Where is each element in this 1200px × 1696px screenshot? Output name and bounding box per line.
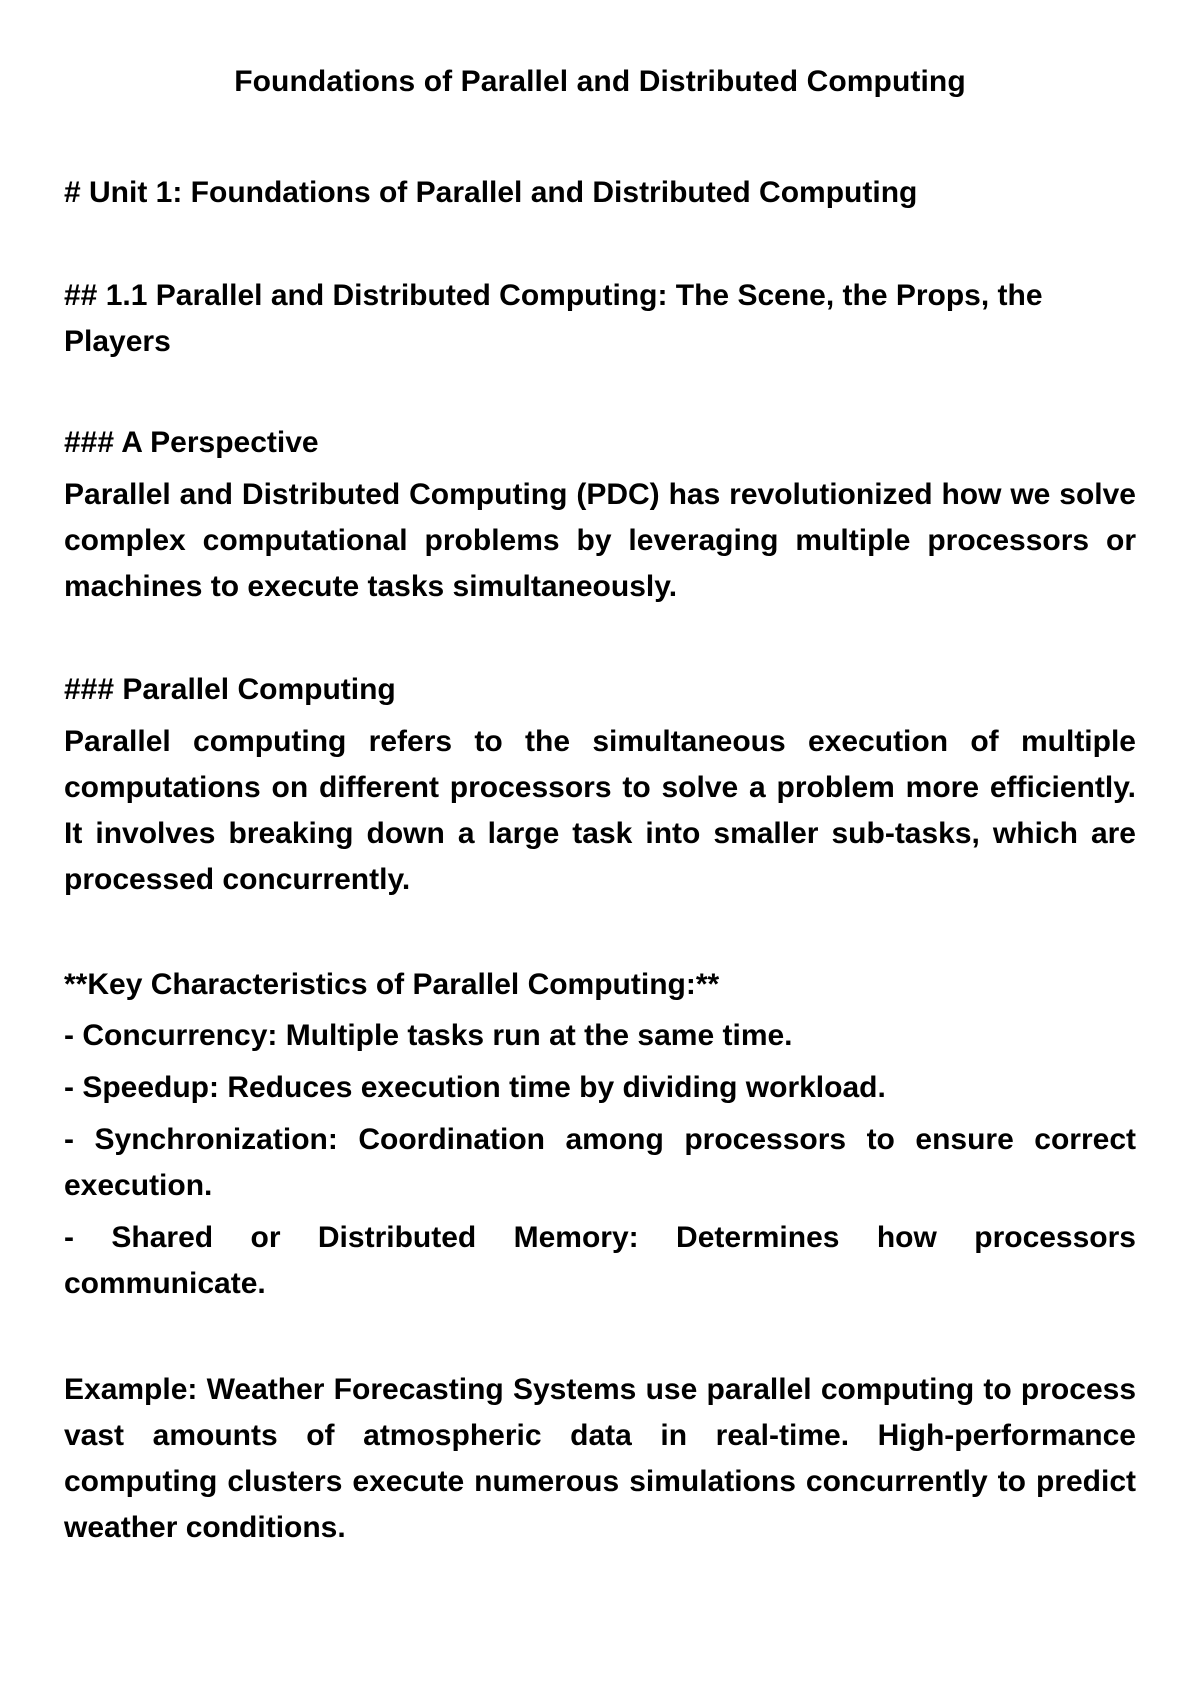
document-page	[64, 0, 1136, 1696]
parallel-computing-heading: ### Parallel Computing	[64, 673, 396, 706]
list-item: - Concurrency: Multiple tasks run at the same time.	[64, 1019, 793, 1052]
example-paragraph: Example: Weather Forecasting Systems use parallel computing to process vast amounts of atmospheric data in real-time. High-performance computing clusters execute numerous simulations concurrently to predict weather conditions.	[64, 1373, 1136, 1544]
section-heading: ## 1.1 Parallel and Distributed Computing: The Scene, the Props, the Players	[64, 279, 1043, 358]
list-item: - Shared or Distributed Memory: Determines how processors communicate.	[64, 1221, 1136, 1300]
document-title: Foundations of Parallel and Distributed Computing	[234, 65, 966, 98]
perspective-heading: ### A Perspective	[64, 426, 319, 459]
key-characteristics-list	[64, 1013, 1136, 1307]
list-item: - Synchronization: Coordination among processors to ensure correct execution.	[64, 1123, 1136, 1202]
parallel-computing-paragraph: Parallel computing refers to the simultaneous execution of multiple computations on different processors to solve a problem more efficiently. It involves breaking down a large task into smaller sub-tasks, which are processed concurrently.	[64, 725, 1136, 896]
list-item: - Speedup: Reduces execution time by dividing workload.	[64, 1071, 886, 1104]
unit-heading: # Unit 1: Foundations of Parallel and Distributed Computing	[64, 176, 918, 209]
perspective-paragraph: Parallel and Distributed Computing (PDC) has revolutionized how we solve complex computational problems by leveraging multiple processors or machines to execute tasks simultaneously.	[64, 478, 1136, 603]
key-characteristics-heading: **Key Characteristics of Parallel Computing:**	[64, 968, 720, 1001]
